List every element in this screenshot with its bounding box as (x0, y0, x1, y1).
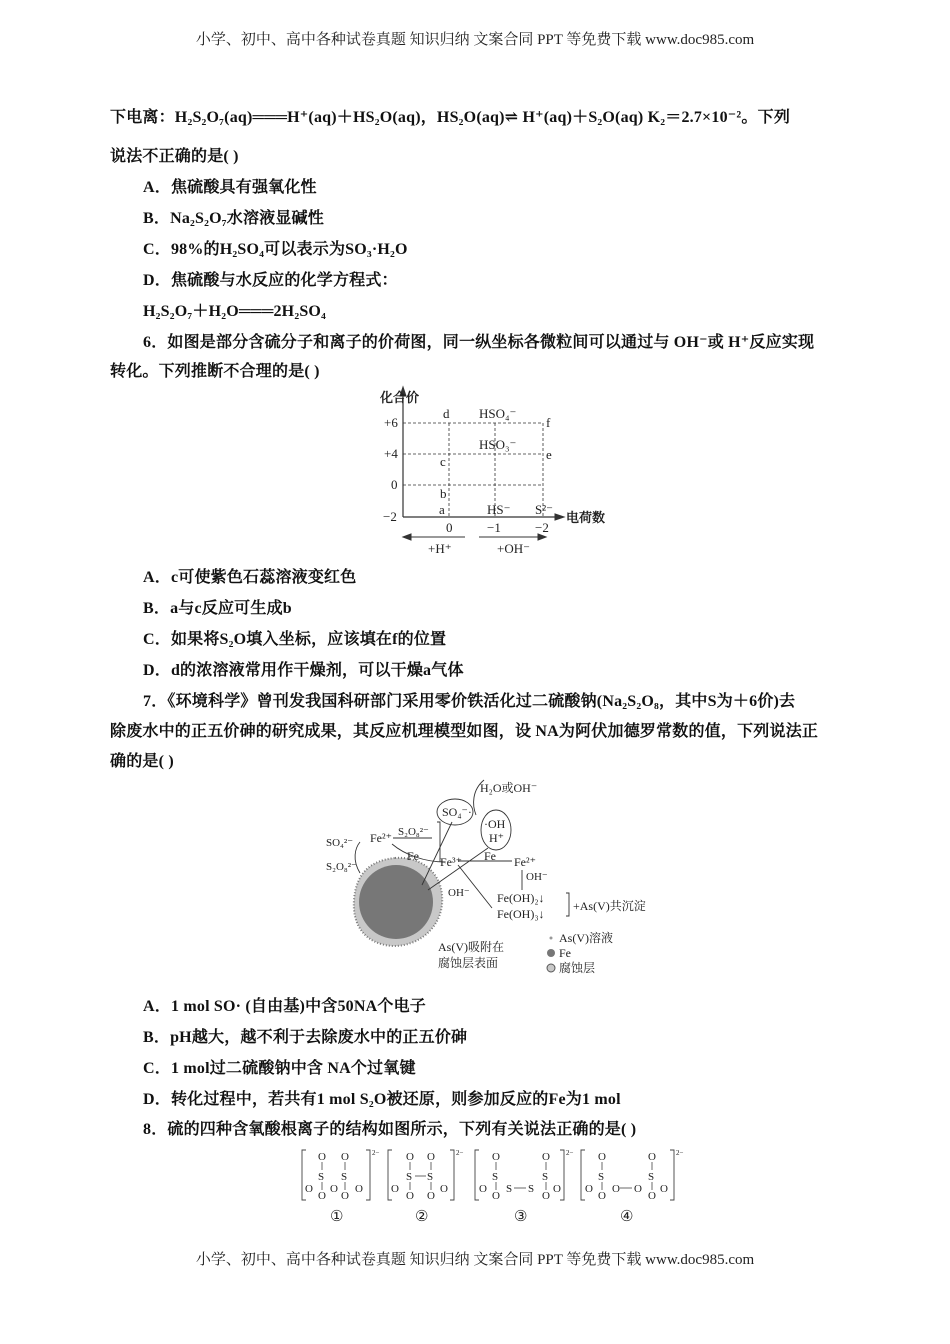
q7-text-line1: 7．《环境科学》曾刊发我国科研部门采用零价铁活化过二硫酸钠(Na₂S₂O₈，其中S为＋6价)去 (143, 693, 796, 710)
svg-text:O: O (355, 1183, 363, 1195)
label-oh-1: OH⁻ (526, 871, 548, 883)
q8-text-line1: 8．硫的四种含氧酸根离子的结构如图所示，下列有关说法正确的是( ) (143, 1121, 637, 1138)
svg-text:O: O (305, 1183, 313, 1195)
label-fe-left: Fe (407, 849, 419, 863)
x-tick: −1 (487, 520, 501, 535)
svg-text:S: S (598, 1171, 605, 1183)
label-fe3: Fe³⁺ (440, 855, 462, 869)
svg-text:O: O (406, 1190, 414, 1202)
q6-option-d: D．d的浓溶液常用作干燥剂，可以干燥a气体 (143, 662, 464, 679)
q7-option-b: B．pH越大，越不利于去除废水中的正五价砷 (143, 1029, 468, 1046)
label-so4-radical: SO₄⁻· (442, 805, 472, 819)
point-d: d (443, 406, 450, 421)
svg-text:O: O (406, 1151, 414, 1163)
q7-option-a: A．1 mol SO· (自由基)中含50NA个电子 (143, 998, 426, 1015)
q5-equation: H₂S₂O₇＋H₂O═══2H₂SO₄ (143, 303, 327, 320)
svg-text:S: S (341, 1171, 348, 1183)
q7-text-line3: 确的是( ) (110, 753, 174, 770)
q7-option-c: C．1 mol过二硫酸钠中含 NA个过氧键 (143, 1060, 416, 1077)
svg-text:O: O (440, 1183, 448, 1195)
svg-text:O: O (648, 1151, 656, 1163)
label-fe2-right: Fe²⁺ (514, 855, 536, 869)
svg-text:S: S (427, 1171, 434, 1183)
q5-text-line2: 说法不正确的是( ) (110, 148, 239, 165)
svg-text:S: S (542, 1171, 549, 1183)
svg-text:O: O (542, 1151, 550, 1163)
label-oh-2: OH⁻ (448, 887, 470, 899)
x-tick: −2 (535, 520, 549, 535)
charge-label: 2− (566, 1149, 574, 1157)
x-tick: 0 (446, 520, 453, 535)
label-fe-right: Fe (484, 849, 496, 863)
label-feoh3: Fe(OH)₃↓ (497, 907, 545, 921)
legend-corrosion-layer: 腐蚀层 (559, 961, 596, 975)
q7-text-line2: 除废水中的正五价砷的研究成果，其反应机理模型如图，设 NA为阿伏加德罗常数的值，下列说法正 (110, 723, 819, 740)
y-tick: +4 (384, 446, 398, 461)
svg-text:O: O (330, 1183, 338, 1195)
point-hs: HS⁻ (487, 502, 511, 517)
svg-text:O: O (479, 1183, 487, 1195)
svg-text:S: S (528, 1183, 535, 1195)
svg-text:O: O (341, 1151, 349, 1163)
label-oh-radical: ·OH (484, 817, 506, 831)
point-f: f (546, 415, 551, 430)
legend-as-solution: As(V)溶液 (559, 931, 613, 945)
svg-text:O: O (598, 1151, 606, 1163)
label-coprecipitation: +As(V)共沉淀 (573, 899, 646, 913)
point-b: b (440, 486, 447, 501)
page-header: 小学、初中、高中各种试卷真题 知识归纳 文案合同 PPT 等免费下载 www.doc985.com (195, 32, 755, 48)
svg-text:O: O (553, 1183, 561, 1195)
svg-text:O: O (318, 1151, 326, 1163)
q5-option-a: A．焦硫酸具有强氧化性 (143, 179, 317, 196)
charge-label: 2− (372, 1149, 380, 1157)
svg-text:S: S (406, 1171, 413, 1183)
q6-text-line2: 转化。下列推断不合理的是( ) (110, 363, 320, 380)
svg-text:O: O (318, 1190, 326, 1202)
q5-option-c: C．98%的H₂SO₄可以表示为SO₃·H₂O (143, 241, 408, 258)
label-so4-left: SO₄²⁻ (326, 837, 354, 849)
svg-text:O: O (492, 1190, 500, 1202)
svg-text:S: S (648, 1171, 655, 1183)
x-axis-label: 电荷数 (566, 510, 606, 525)
y-tick: −2 (383, 509, 397, 524)
q6-text-line1: 6．如图是部分含硫分子和离子的价荷图，同一纵坐标各微粒间可以通过与 OH⁻或 H⁺反应实现 (143, 334, 815, 351)
q7-option-d: D．转化过程中，若共有1 mol S₂O被还原，则参加反应的Fe为1 mol (143, 1091, 621, 1108)
svg-text:O: O (660, 1183, 668, 1195)
svg-text:O: O (542, 1190, 550, 1202)
svg-text:O: O (612, 1183, 620, 1195)
svg-text:O: O (427, 1151, 435, 1163)
label-fe2-left: Fe²⁺ (370, 831, 392, 845)
structure-label-3: ③ (514, 1209, 528, 1225)
charge-label: 2− (676, 1149, 684, 1157)
svg-text:O: O (427, 1190, 435, 1202)
label-h2o-or-oh: H₂O或OH⁻ (480, 781, 538, 795)
label-adsorb-2: 腐蚀层表面 (438, 956, 499, 970)
q6-option-c: C．如果将S₂O填入坐标，应该填在f的位置 (143, 631, 447, 648)
point-e: e (546, 447, 552, 462)
arrow-label-h: +H⁺ (428, 541, 452, 556)
svg-text:S: S (492, 1171, 499, 1183)
svg-text:S: S (506, 1183, 513, 1195)
point-hso3: HSO₃⁻ (479, 437, 517, 452)
label-s2o8-left: S₂O₈²⁻ (326, 861, 357, 873)
svg-text:O: O (598, 1190, 606, 1202)
structure-label-1: ① (330, 1209, 344, 1225)
legend-fe: Fe (559, 946, 571, 960)
q6-option-a: A．c可使紫色石蕊溶液变红色 (143, 569, 357, 586)
svg-text:O: O (341, 1190, 349, 1202)
y-axis-label: 化合价 (380, 390, 420, 405)
y-tick: +6 (384, 415, 398, 430)
point-s2: S²⁻ (535, 502, 553, 517)
label-adsorb-1: As(V)吸附在 (438, 940, 504, 954)
label-feoh2: Fe(OH)₂↓ (497, 891, 545, 905)
label-h-plus: H⁺ (489, 831, 504, 845)
charge-label: 2− (456, 1149, 464, 1157)
y-tick: 0 (391, 477, 398, 492)
q5-option-d: D．焦硫酸与水反应的化学方程式： (143, 272, 398, 289)
point-c: c (440, 454, 446, 469)
svg-text:O: O (634, 1183, 642, 1195)
svg-text:O: O (585, 1183, 593, 1195)
q6-option-b: B．a与c反应可生成b (143, 600, 292, 617)
point-hso4: HSO₄⁻ (479, 406, 517, 421)
svg-text:S: S (318, 1171, 325, 1183)
svg-text:O: O (648, 1190, 656, 1202)
svg-text:O: O (492, 1151, 500, 1163)
structure-label-2: ② (415, 1209, 429, 1225)
arrow-label-oh: +OH⁻ (497, 541, 530, 556)
svg-text:O: O (391, 1183, 399, 1195)
point-a: a (439, 502, 445, 517)
label-s2o8-top: S₂O₈²⁻ (398, 826, 429, 838)
q5-text-line1: 下电离：H₂S₂O₇(aq)═══H⁺(aq)＋HS₂O(aq)，HS₂O(aq)⇌ H⁺(aq)＋S₂O(aq) K₂＝2.7×10⁻²。下列 (110, 109, 791, 126)
page-footer: 小学、初中、高中各种试卷真题 知识归纳 文案合同 PPT 等免费下载 www.doc985.com (195, 1252, 755, 1268)
structure-label-4: ④ (620, 1209, 634, 1225)
q5-option-b: B．Na₂S₂O₇水溶液显碱性 (143, 210, 324, 227)
